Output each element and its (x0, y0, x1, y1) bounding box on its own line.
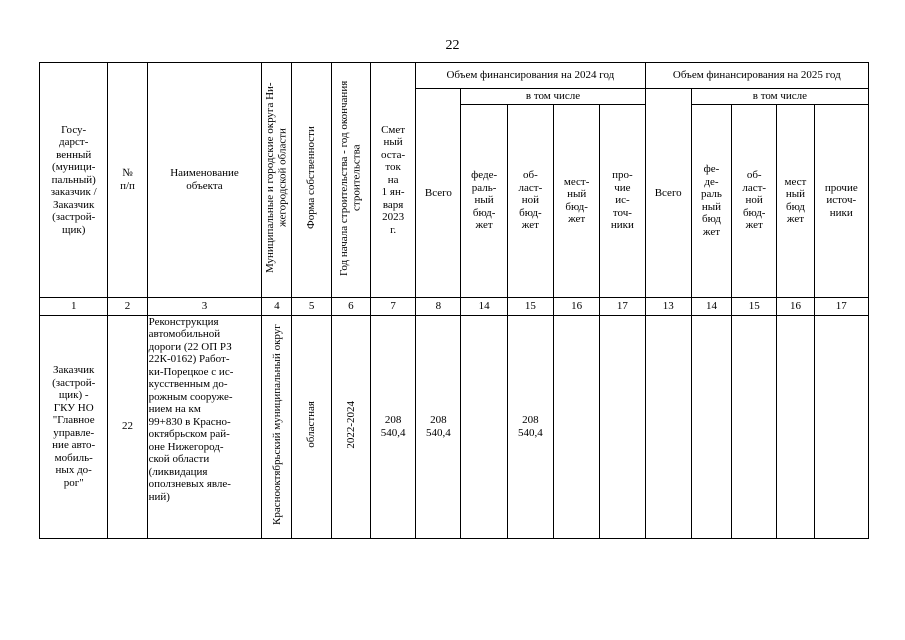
header-total-2024: Всего (416, 89, 461, 298)
header-municipality: Муниципальные и городские округа Ни-жегородской области (264, 82, 289, 274)
column-number: 16 (554, 297, 600, 315)
row-municipality: Краснооктябрьский муниципальный округ (270, 324, 283, 526)
header-years: Год начала строительства - год окончания строительства (338, 80, 363, 276)
page-number: 22 (445, 38, 460, 53)
column-number: 8 (416, 297, 461, 315)
column-number: 14 (691, 297, 731, 315)
row-local-2025 (777, 315, 814, 538)
header-including-2024: в том числе (461, 89, 645, 105)
financing-table (39, 62, 869, 539)
header-years-cell (331, 63, 370, 298)
header-local-2024: мест- ный бюд- жет (554, 104, 600, 297)
row-other-2025 (814, 315, 868, 538)
header-municipality-cell (262, 63, 292, 298)
header-other-2024: про- чие ис- точ- ники (600, 104, 645, 297)
column-number: 3 (147, 297, 262, 315)
header-regional-2025: об- ласт- ной бюд- жет (732, 104, 777, 297)
header-object-name: Наименование объекта (147, 63, 262, 298)
row-regional-2025 (732, 315, 777, 538)
header-federal-2024: феде- раль- ный бюд- жет (461, 104, 507, 297)
column-number: 15 (732, 297, 777, 315)
header-num: № п/п (108, 63, 147, 298)
column-number: 1 (40, 297, 108, 315)
row-estimated-balance: 208 540,4 (370, 315, 415, 538)
header-regional-2024: об- ласт- ной бюд- жет (507, 104, 553, 297)
header-local-2025: мест ный бюд жет (777, 104, 814, 297)
column-number: 15 (507, 297, 553, 315)
column-number: 5 (292, 297, 331, 315)
row-ownership: областная (305, 401, 318, 449)
header-including-2025: в том числе (691, 89, 868, 105)
row-federal-2025 (691, 315, 731, 538)
header-estimated-balance: Смет ный оста- ток на 1 ян- варя 2023 г. (370, 63, 415, 298)
column-number: 6 (331, 297, 370, 315)
row-regional-2024: 208 540,4 (507, 315, 553, 538)
header-other-2025: прочие источ- ники (814, 104, 868, 297)
header-federal-2025: фе- де- раль ный бюд жет (691, 104, 731, 297)
row-ownership-cell (292, 315, 331, 538)
column-number: 2 (108, 297, 147, 315)
column-number: 13 (645, 297, 691, 315)
header-ownership: Форма собственности (305, 126, 318, 230)
column-number-row (40, 297, 869, 315)
column-number: 14 (461, 297, 507, 315)
header-ownership-cell (292, 63, 331, 298)
header-fin-2025: Объем финансирования на 2025 год (645, 63, 868, 89)
header-customer: Госу- дарст- венный (муници- пальный) заказчик / Заказчик (застрой- щик) (40, 63, 108, 298)
row-years: 2022-2024 (344, 400, 357, 449)
row-years-cell (331, 315, 370, 538)
header-total-2025: Всего (645, 89, 691, 298)
row-local-2024 (554, 315, 600, 538)
table-row (40, 315, 869, 538)
row-municipality-cell (262, 315, 292, 538)
column-number: 17 (814, 297, 868, 315)
row-federal-2024 (461, 315, 507, 538)
row-customer: Заказчик (застрой- щик) - ГКУ НО "Главное управле- ние авто- мобиль- ных до- рог" (40, 315, 108, 538)
header-fin-2024: Объем финансирования на 2024 год (416, 63, 645, 89)
row-total-2025 (645, 315, 691, 538)
column-number: 17 (600, 297, 645, 315)
column-number: 4 (262, 297, 292, 315)
row-other-2024 (600, 315, 645, 538)
row-total-2024: 208 540,4 (416, 315, 461, 538)
column-number: 7 (370, 297, 415, 315)
row-object-name: Реконструкция автомобильной дороги (22 ОП РЗ 22К-0162) Работ- ки-Порецкое с ис- кусственным до- рожным сооруже- нием на км 99+830 в Красно- октябрьском рай- оне Нижегород- ской области (ликвидация оползневых явле- ний) (147, 315, 262, 538)
row-num: 22 (108, 315, 147, 538)
column-number: 16 (777, 297, 814, 315)
